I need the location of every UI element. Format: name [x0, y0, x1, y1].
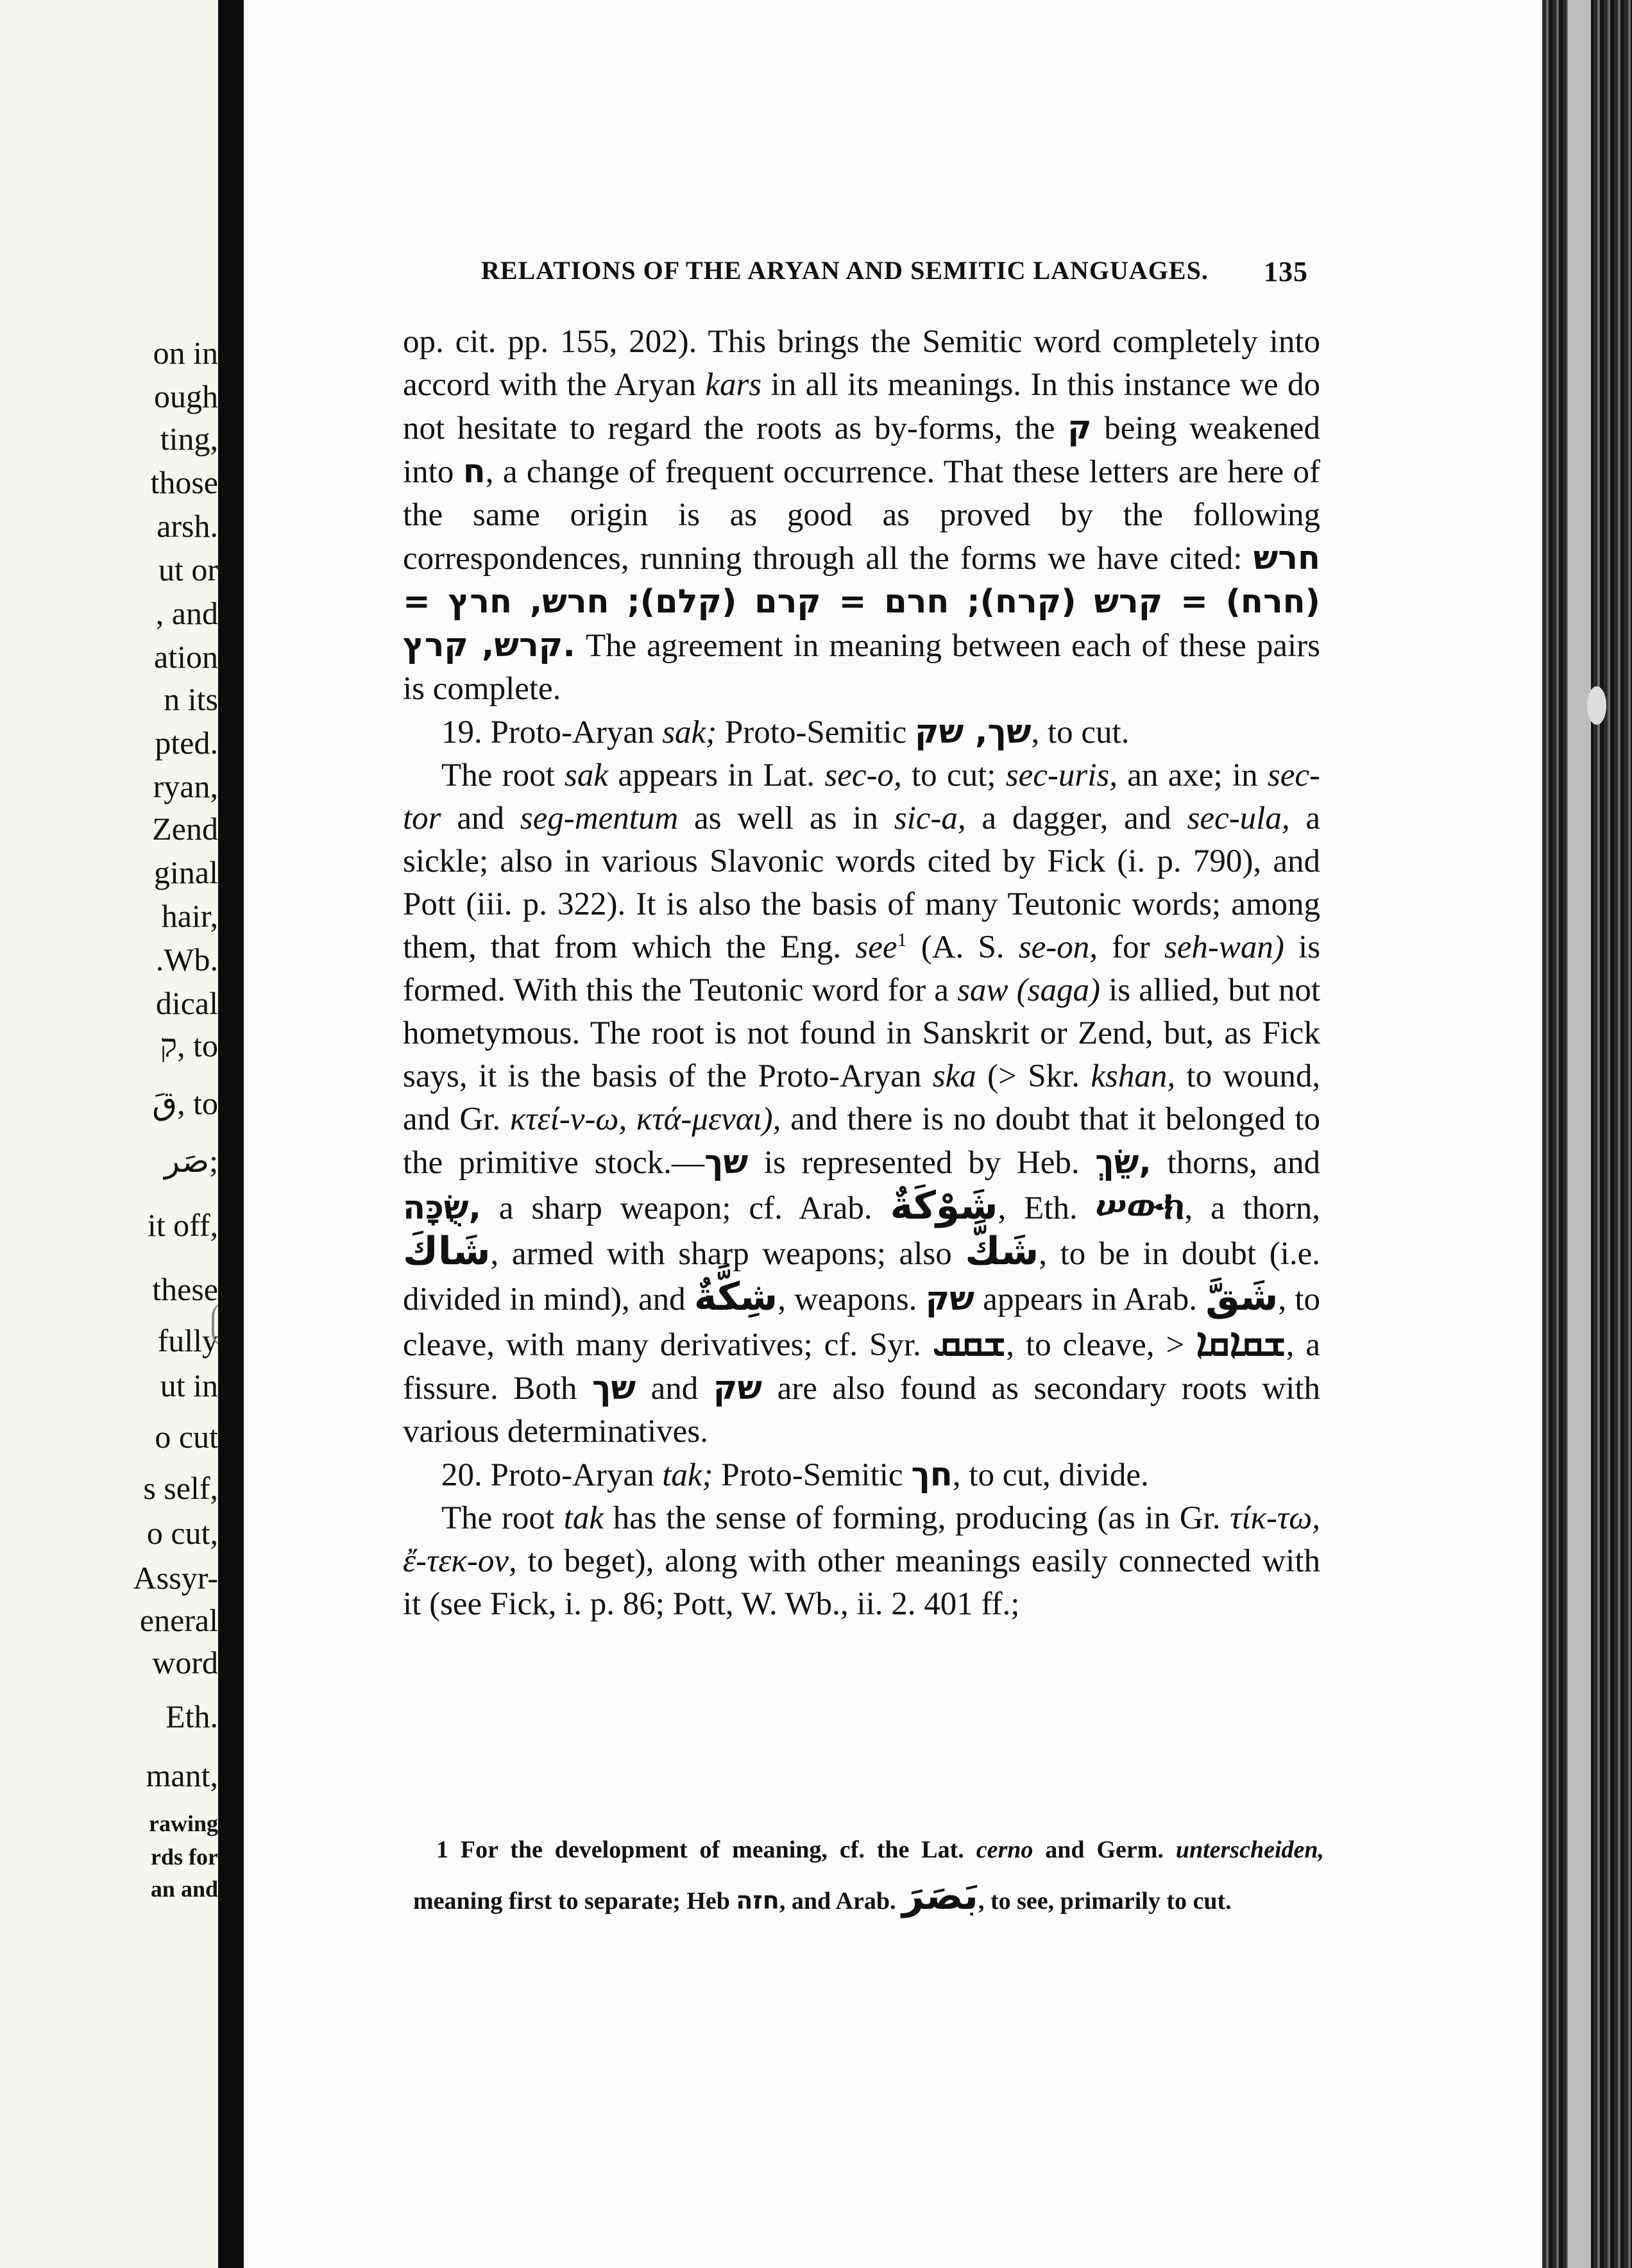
left-page-line: ק, to: [160, 1028, 218, 1063]
left-page-line: ut in: [160, 1367, 218, 1403]
left-page-line: eneral: [139, 1602, 218, 1638]
running-title: RELATIONS OF THE ARYAN AND SEMITIC LANGUAGES.: [481, 256, 1209, 285]
left-page-line: fully: [157, 1323, 218, 1358]
left-page-line: .Wb.: [155, 942, 218, 977]
left-page-line: ation: [154, 639, 218, 675]
left-page-line: ginal: [154, 854, 218, 890]
paragraph-root-tak: The root tak has the sense of forming, producing (as in Gr. τίκ-τω, ἔ-τεκ-ον, to beget), along with other meanings easily connected with it (see Fick, i. p. 86; Pott, W. Wb., ii. 2. 401 ff.;: [403, 1500, 1321, 1622]
left-page-line: , and: [155, 595, 218, 631]
running-head: [481, 255, 1315, 285]
left-page-line: قَ, to: [152, 1085, 218, 1121]
left-page-line: ough: [154, 378, 218, 414]
footnote: 1 For the development of meaning, cf. the Lat. cerno and Germ. unterscheiden, meaning first to separate; Heb חזה, and Arab. بَصَرَ, to see, primarily to cut.: [413, 1836, 1325, 1918]
left-page-line: n its: [164, 681, 218, 717]
left-page-line: صَر;: [164, 1143, 218, 1179]
left-page-footnote-line: an and: [150, 1876, 218, 1902]
left-page-line: Zend: [152, 811, 218, 847]
left-page-line: word: [152, 1645, 218, 1680]
left-page-line: o cut: [155, 1419, 218, 1455]
left-page-line: o cut,: [146, 1515, 218, 1551]
body-text: [403, 321, 1320, 1626]
left-page-line: ryan,: [153, 768, 218, 804]
section-heading-20: 20. Proto-Aryan tak; Proto-Semitic חך, to cut, divide.: [441, 1456, 1149, 1494]
left-page-line: it off,: [147, 1207, 218, 1243]
left-page-line: hair,: [161, 898, 218, 934]
left-page-line: arsh.: [157, 508, 218, 544]
left-page-line: on in: [153, 335, 218, 371]
paragraph-root-sak: The root sak appears in Lat. sec-o, to cut; sec-uris, an axe; in sec-tor and seg-mentum as well as in sic-a, a dagger, and sec-ula, a sickle; also in various Slavonic words cited by Fick (i. p. 790), and Pott (iii. p. 322). It is also the basis of many Teutonic words; among them, that from which the Eng. see$^1$ (A. S. se-on, for seh-wan) is formed. With this the Teutonic word for a saw (saga) is allied, but not hometymous. The root is not found in Sanskrit or Zend, but, as Fick says, it is the basis of the Proto-Aryan ska (> Skr. kshan, to wound, and Gr. κτεί-ν-ω, κτά-μεναι), and there is no doubt that it belonged to the primitive stock.—שך is represented by Heb. שֵׂךְ, thorns, and שֻׂכָּה, a sharp weapon; cf. Arab. شَوْكَةٌ, Eth. ሠውክ, a thorn, شَاكَ, armed with sharp weapons; also شَكَّ, to be in doubt (i.e. divided in mind), and شِكَّةٌ, weapons. שק appears in Arab. شَقَّ, to cleave, with many derivatives; cf. Syr. ܫܩܩ, to cleave, > ܫܩܐܩܐ, a fissure. Both שך and שק are also found as secondary roots with various determinatives.: [403, 757, 1321, 1450]
left-page-line: mant,: [146, 1757, 218, 1793]
page-stack-edge: [1542, 0, 1632, 2268]
paragraph-continuation: op. cit. pp. 155, 202). This brings the Semitic word completely into accord with the Aryan kars in all its meanings. In this instance we do not hesitate to regard the roots as by-forms, the ק being weakened into ח, a change of frequent occurrence. That these letters are here of the same origin is as good as proved by the following correspondences, running through all the forms we have cited: חרש (חרח) = קרש (קרח); חרם = קרם (קלם); חרש, חרץ = קרש, קרץ. The agreement in meaning between each of these pairs is complete.: [403, 324, 1321, 707]
footnote-ref: 1: [897, 929, 907, 951]
left-page-footnote-line: rawing: [149, 1811, 218, 1836]
page-number: 135: [1264, 256, 1308, 287]
section-heading-19: 19. Proto-Aryan sak; Proto-Semitic שך, שק, to cut.: [441, 713, 1130, 751]
left-page-line: these: [152, 1271, 218, 1307]
left-page-line: those: [150, 464, 218, 500]
footnote-mark: 1: [436, 1836, 448, 1863]
left-page-line: s self,: [143, 1470, 218, 1506]
left-page-line: ut or: [158, 552, 218, 588]
left-page: [0, 0, 218, 2268]
left-page-line: ting,: [160, 421, 218, 457]
left-page-footnote-line: rds for: [151, 1844, 218, 1870]
left-page-line: Assyr-: [133, 1560, 218, 1596]
left-page-line: dical: [155, 985, 218, 1021]
paper-blemish: [1587, 686, 1606, 725]
left-page-line: Eth.: [166, 1698, 218, 1734]
book-gutter: [218, 0, 244, 2268]
left-page-line: pted.: [155, 725, 218, 761]
